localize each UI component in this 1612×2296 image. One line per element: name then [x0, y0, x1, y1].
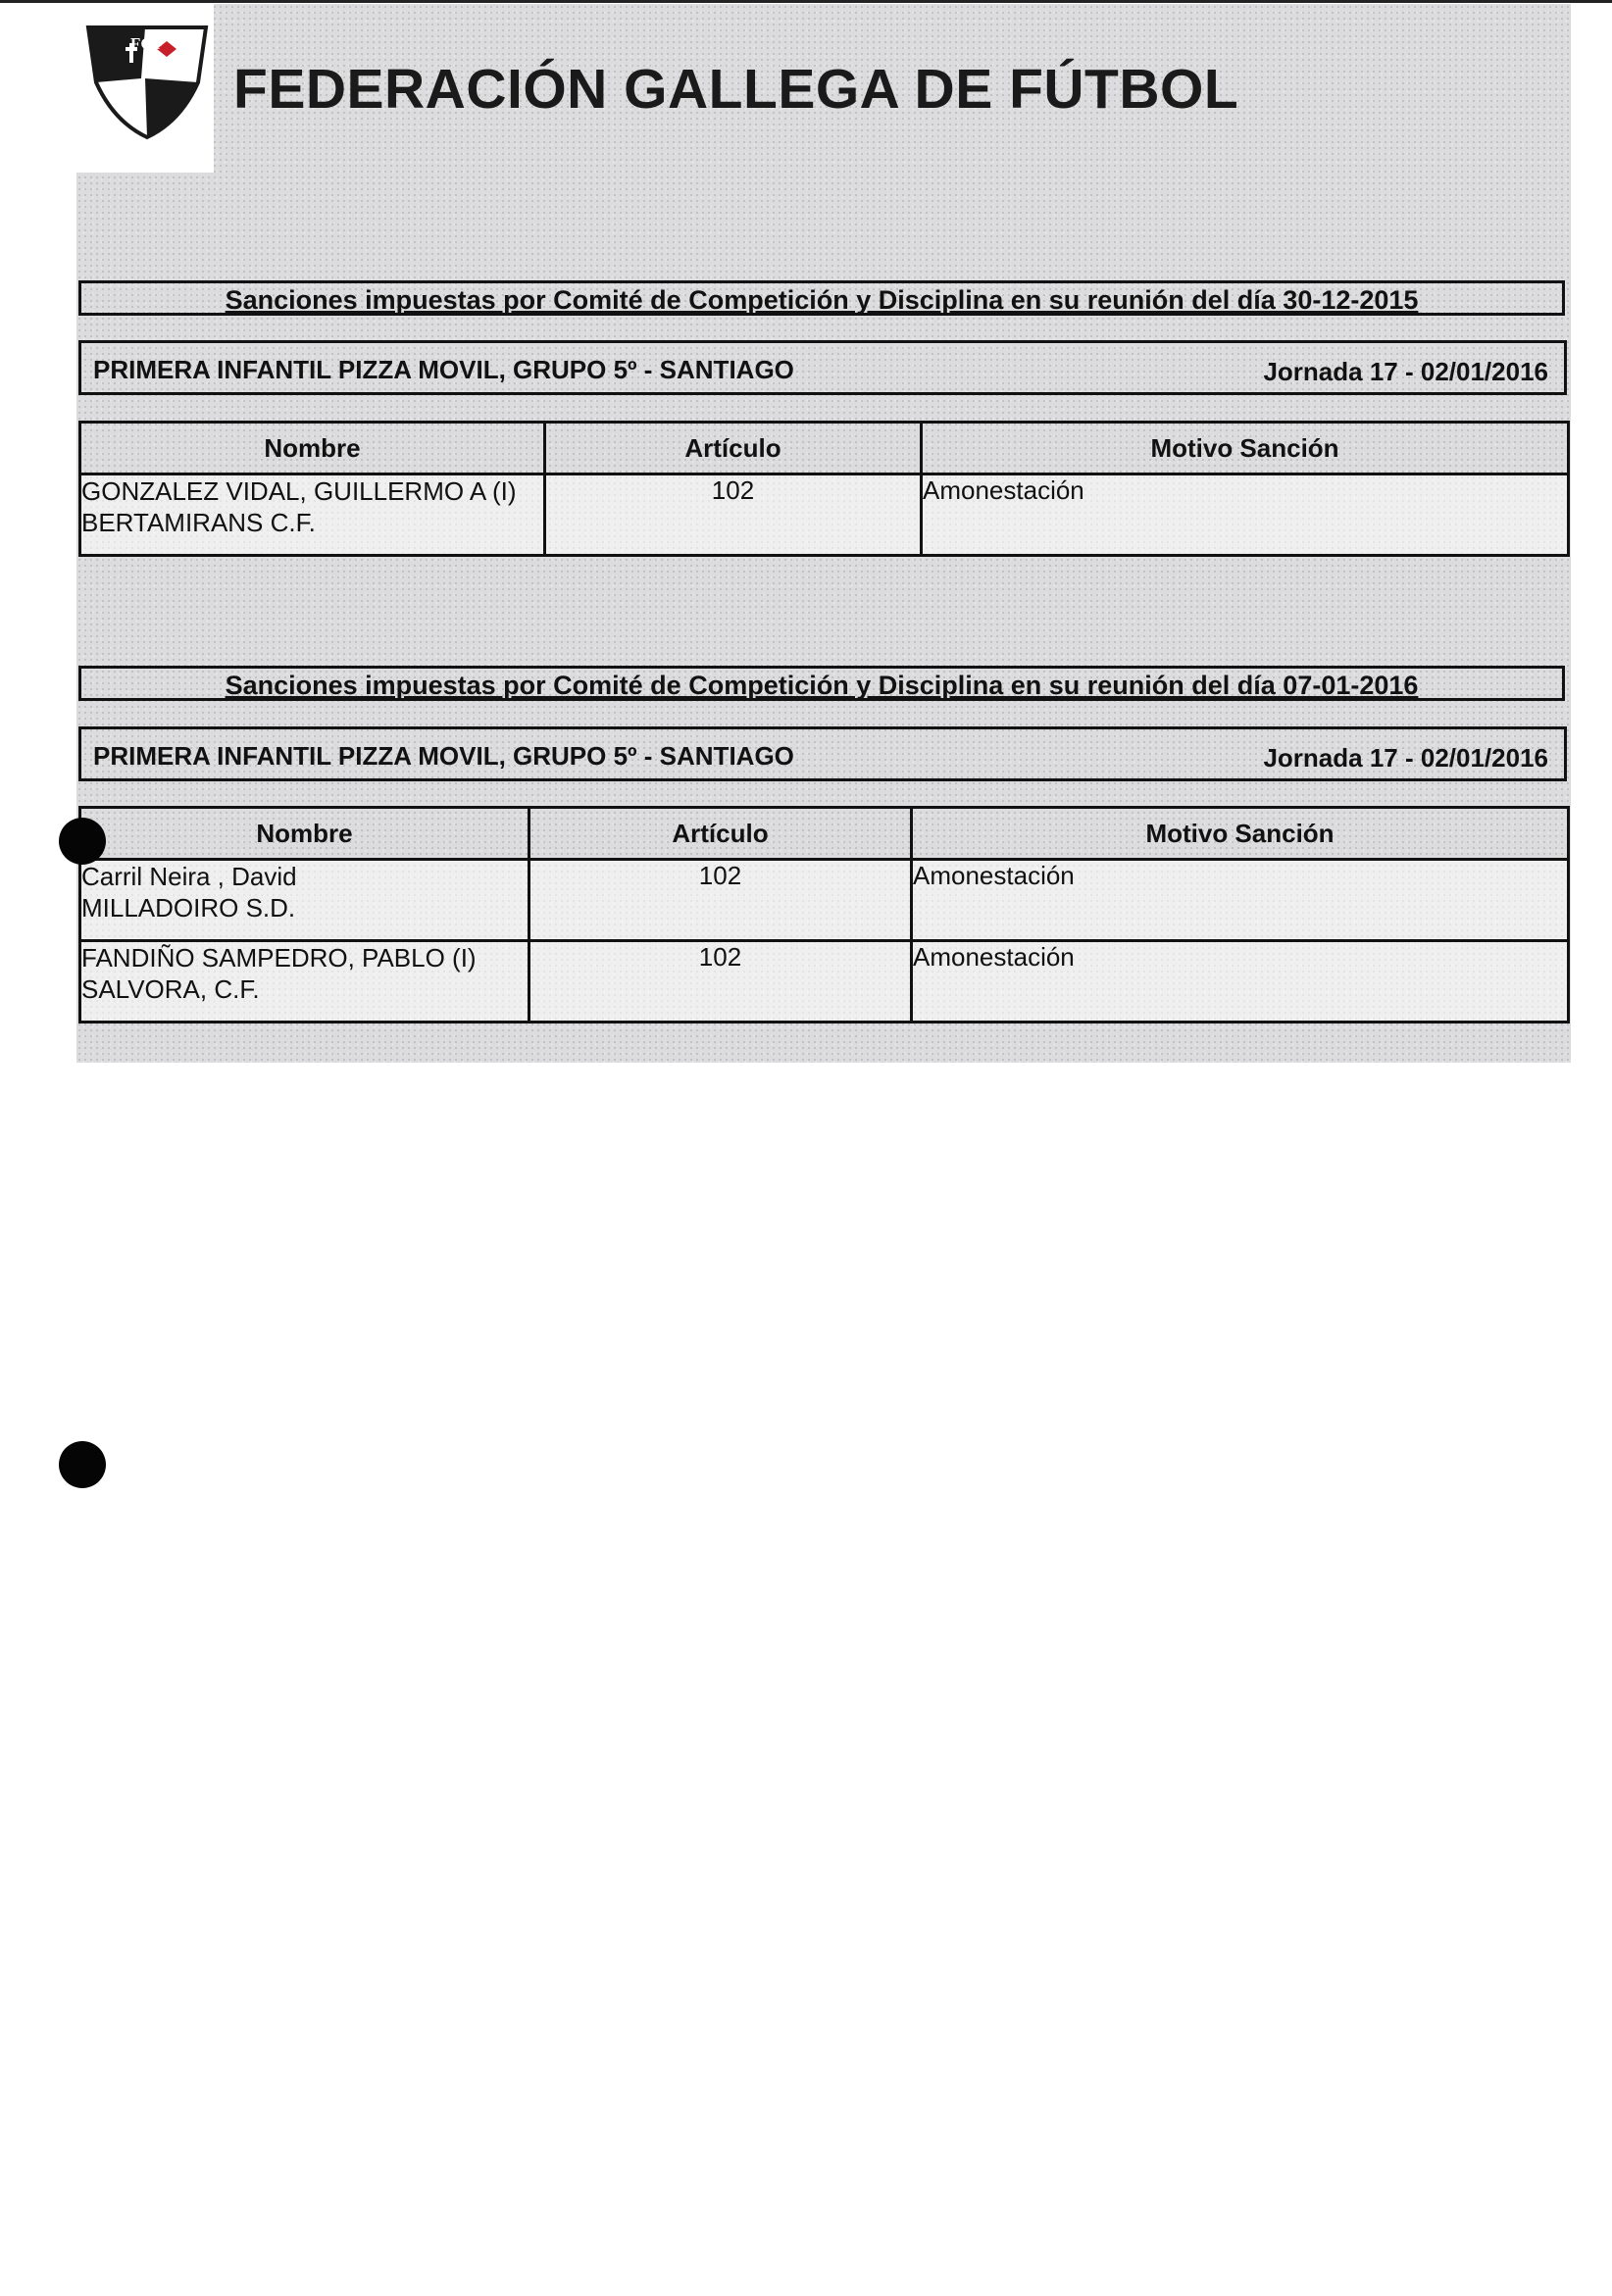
- section-2-competition: PRIMERA INFANTIL PIZZA MOVIL, GRUPO 5º - SANTIAGO: [93, 741, 794, 771]
- punch-hole-top: [59, 818, 106, 865]
- article-cell: 102: [529, 860, 912, 941]
- name-cell: [80, 474, 545, 556]
- fgf-shield-logo-icon: [82, 20, 212, 141]
- logo-text: FGF: [130, 34, 164, 53]
- section-2-competition-box: [78, 726, 1567, 781]
- table-row: [80, 474, 1569, 556]
- player-name: FANDIÑO SAMPEDRO, PABLO (I): [81, 943, 477, 973]
- reason-cell: Amonestación: [912, 941, 1569, 1023]
- section-1-banner: [78, 280, 1565, 316]
- name-cell: [80, 941, 529, 1023]
- column-header-nombre: Nombre: [80, 808, 529, 860]
- table-header-row: [80, 423, 1569, 474]
- table-header-row: [80, 808, 1569, 860]
- player-name: GONZALEZ VIDAL, GUILLERMO A (I): [81, 476, 517, 506]
- section-1-sanctions-table: [78, 421, 1570, 557]
- section-2-banner: [78, 666, 1565, 701]
- punch-hole-bottom: [59, 1441, 106, 1488]
- column-header-articulo: Artículo: [545, 423, 922, 474]
- section-2-banner-text: Sanciones impuestas por Comité de Competición y Disciplina en su reunión del día 07-01-2016: [225, 671, 1419, 700]
- section-1-jornada: Jornada 17 - 02/01/2016: [1263, 357, 1548, 386]
- column-header-motivo: Motivo Sanción: [912, 808, 1569, 860]
- article-cell: 102: [545, 474, 922, 556]
- section-1-competition: PRIMERA INFANTIL PIZZA MOVIL, GRUPO 5º - SANTIAGO: [93, 355, 794, 384]
- club-name: MILLADOIRO S.D.: [81, 893, 296, 923]
- name-cell: [80, 860, 529, 941]
- player-name: Carril Neira , David: [81, 862, 297, 891]
- top-rule: [0, 0, 1612, 3]
- reason-cell: Amonestación: [912, 860, 1569, 941]
- column-header-articulo: Artículo: [529, 808, 912, 860]
- article-cell: 102: [529, 941, 912, 1023]
- federation-title: FEDERACIÓN GALLEGA DE FÚTBOL: [233, 58, 1239, 121]
- section-1-competition-box: [78, 340, 1567, 395]
- reason-cell: Amonestación: [922, 474, 1569, 556]
- club-name: BERTAMIRANS C.F.: [81, 508, 316, 537]
- club-name: SALVORA, C.F.: [81, 974, 260, 1004]
- table-row: [80, 941, 1569, 1023]
- section-2-sanctions-table: [78, 806, 1570, 1023]
- table-row: [80, 860, 1569, 941]
- column-header-nombre: Nombre: [80, 423, 545, 474]
- section-1-banner-text: Sanciones impuestas por Comité de Competición y Disciplina en su reunión del día 30-12-2015: [225, 285, 1419, 315]
- column-header-motivo: Motivo Sanción: [922, 423, 1569, 474]
- section-2-jornada: Jornada 17 - 02/01/2016: [1263, 743, 1548, 773]
